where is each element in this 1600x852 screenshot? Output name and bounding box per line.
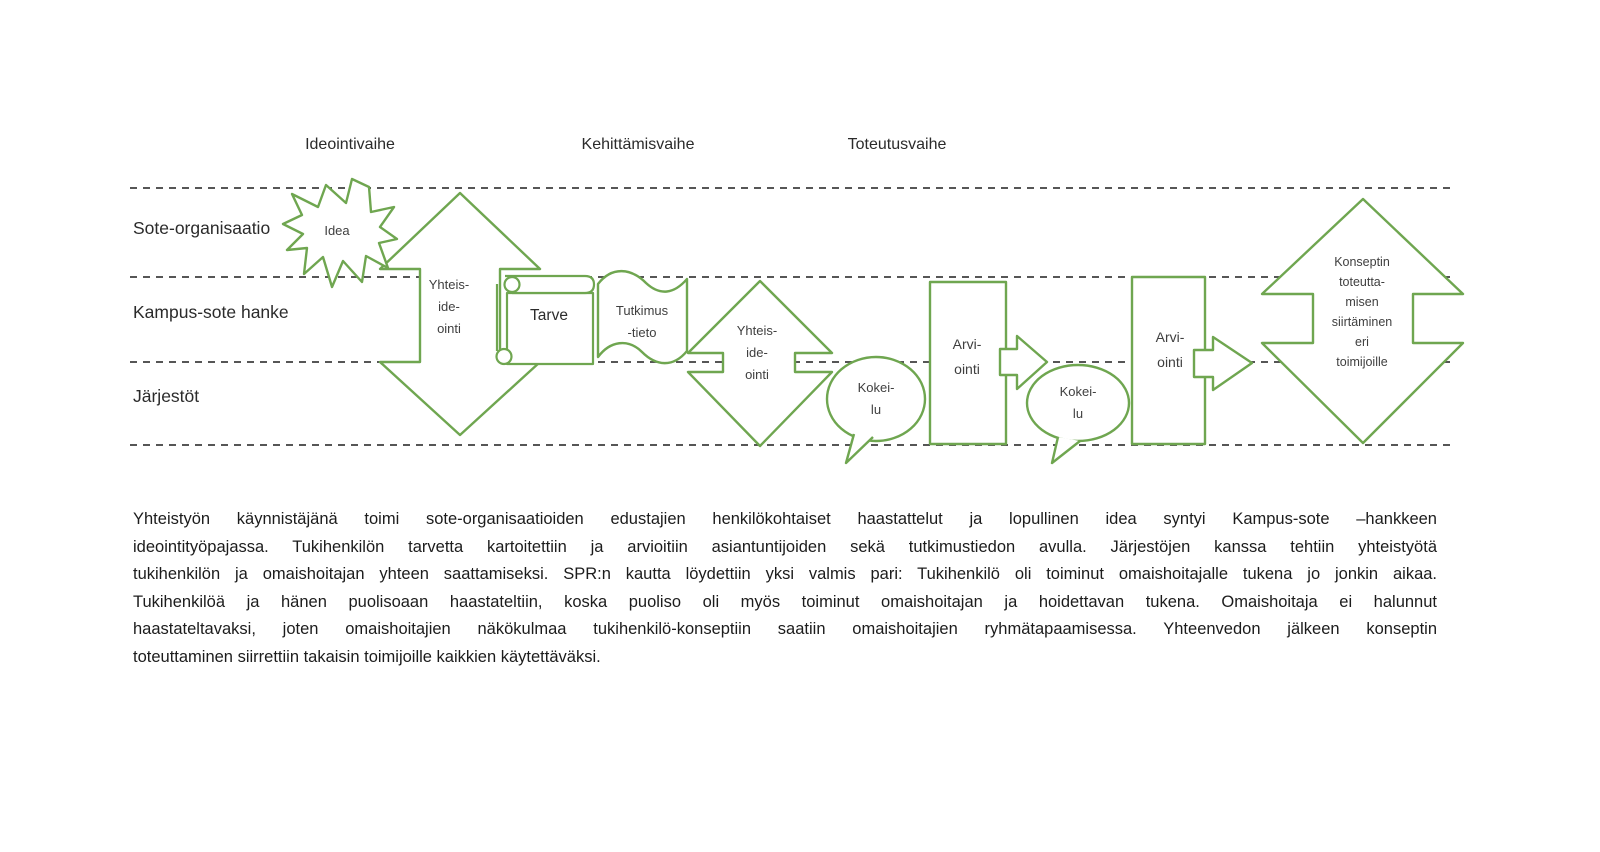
evaluation-box-1-label — [953, 332, 982, 382]
ideation-diamond-label — [429, 274, 469, 340]
trial-bubble-2-label-line: lu — [1072, 406, 1084, 421]
research-wave-label-line: Tutkimus — [615, 303, 669, 318]
description-paragraph — [133, 506, 1437, 672]
concept-diamond-label-line: eri — [1355, 335, 1369, 349]
trial-bubble-1-label — [858, 377, 895, 421]
paragraph-line: Yhteistyön käynnistäjänä toimi sote-organisaatioiden edustajien henkilökohtaiset haastattelut ja lopullinen idea syntyi Kampus-sote –hankkeen — [133, 510, 1437, 528]
evaluation-box-1-label-line: ointi — [954, 361, 980, 377]
phase-label-ideation: Ideointivaihe — [305, 136, 395, 153]
paragraph-line: Tukihenkilöä ja hänen puolisoaan haastateltiin, koska puoliso oli myös toiminut omaishoitajan ja hoidettavan tukena. Omaishoitaja ei halunnut — [133, 592, 1437, 611]
trial-bubble-2-label — [1060, 381, 1097, 425]
row-label-organisations: Järjestöt — [133, 386, 200, 406]
phase-label-implementation: Toteutusvaihe — [847, 136, 947, 153]
coideation-diamond-label — [737, 320, 777, 386]
paragraph-line: ideointityöpajassa. Tukihenkilön tarvetta kartoitettiin ja arvioitiin asiantuntijoiden sekä tutkimustiedon avulla. Järjestöjen kanssa tehtiin yhteistyötä — [133, 537, 1437, 556]
paragraph-line: haastateltavaksi, joten omaishoitajien näkökulmaa tukihenkilö-konseptiin saatiin omaishoitajien ryhmätapaamisessa. Yhteenvedon jälkeen konseptin — [133, 620, 1437, 639]
ideation-diamond-label-line: ointi — [437, 321, 461, 336]
row-label-kampus-sote-project: Kampus-sote hanke — [133, 302, 289, 322]
coideation-diamond-label-line: ointi — [745, 367, 769, 382]
evaluation-box-2-label-line: Arvi- — [1155, 329, 1185, 345]
paragraph-line: tukihenkilön ja omaishoitajan yhteen saattamiseksi. SPR:n kautta löydettiin yksi valmis pari: Tukihenkilö oli toiminut omaishoitajalle tukena jo jonkin aikaa. — [133, 565, 1437, 584]
concept-diamond-label-line: misen — [1345, 295, 1379, 309]
need-scroll-bottom-curl-icon — [497, 349, 512, 364]
research-wave-label — [616, 300, 668, 344]
concept-diamond-label-line: toimijoille — [1336, 355, 1388, 369]
phase-label-development: Kehittämisvaihe — [581, 136, 695, 153]
trial-bubble-2-tail — [1052, 437, 1080, 463]
research-wave-label-line: -tieto — [627, 325, 657, 340]
concept-diamond-label-line: toteutta- — [1339, 275, 1385, 289]
evaluation-box-1-label-line: Arvi- — [952, 336, 982, 352]
paragraph-line: toteuttaminen siirrettiin takaisin toimijoille kaikkien käytettäväksi. — [133, 647, 601, 666]
idea-burst-label: Idea — [324, 223, 350, 238]
row-label-sote-organisation: Sote-organisaatio — [133, 218, 271, 238]
evaluation-box-2-label-line: ointi — [1157, 354, 1183, 370]
coideation-diamond-label-line: Yhteis- — [736, 323, 778, 338]
need-scroll-label: Tarve — [530, 307, 568, 324]
trial-bubble-1-tail — [846, 434, 873, 463]
evaluation-box-2-label — [1156, 325, 1185, 375]
concept-diamond-label-line: siirtäminen — [1331, 315, 1393, 329]
concept-diamond-label-line: Konseptin — [1334, 255, 1390, 269]
ideation-diamond-label-line: Yhteis- — [428, 277, 470, 292]
concept-diamond-label — [1332, 252, 1392, 372]
need-scroll-top-curl-icon — [505, 277, 520, 292]
trial-bubble-1-label-line: Kokei- — [857, 380, 895, 395]
ideation-diamond-label-line: ide- — [438, 299, 460, 314]
need-scroll-shape — [507, 293, 593, 364]
coideation-diamond-label-line: ide- — [746, 345, 768, 360]
trial-bubble-1-label-line: lu — [870, 402, 882, 417]
trial-bubble-2-label-line: Kokei- — [1059, 384, 1097, 399]
